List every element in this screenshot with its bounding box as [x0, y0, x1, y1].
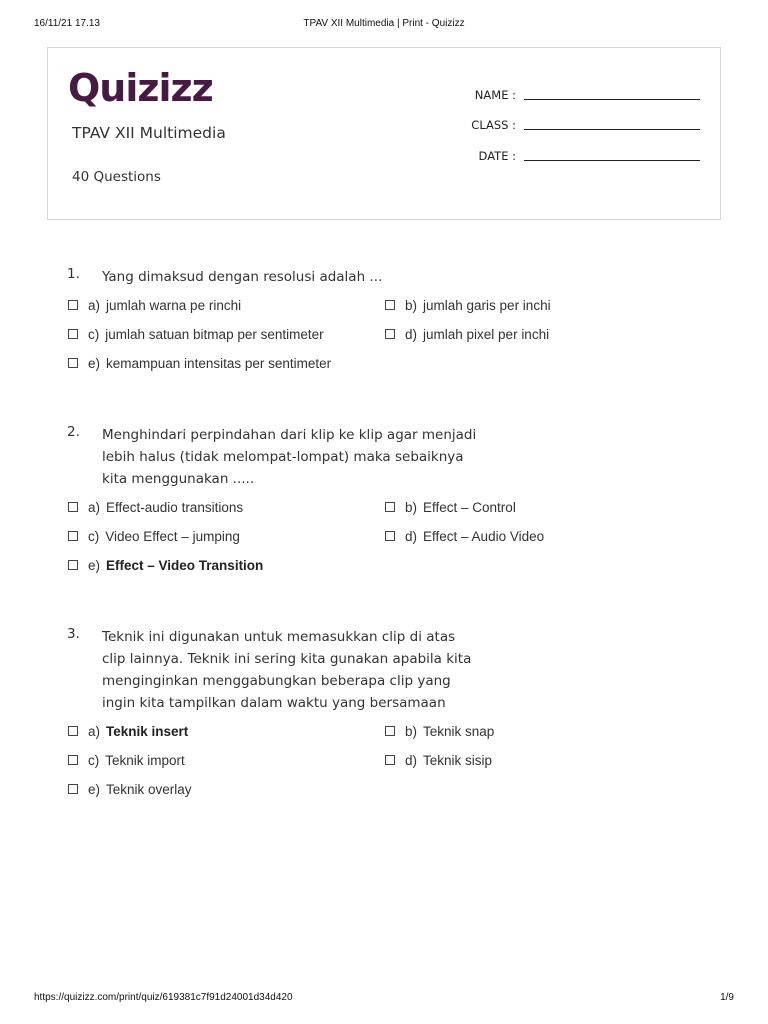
print-page-number: 1/9 — [720, 992, 734, 1003]
checkbox[interactable] — [385, 300, 395, 310]
question-1 — [67, 266, 727, 288]
question-text: Menghindari perpindahan dari klip ke klip agar menjadi lebih halus (tidak melompat-lompat) maka sebaiknya kita menggunakan ..... — [102, 427, 477, 487]
question-stem — [67, 266, 727, 288]
option-1d[interactable]: d) jumlah pixel per inchi — [385, 324, 549, 344]
checkbox[interactable] — [68, 502, 78, 512]
class-field — [456, 112, 700, 132]
checkbox[interactable] — [385, 755, 395, 765]
quiz-title: TPAV XII Multimedia — [72, 124, 226, 142]
question-number: 1. — [67, 266, 80, 282]
option-3e[interactable]: e) Teknik overlay — [68, 779, 192, 799]
option-1c[interactable]: c) jumlah satuan bitmap per sentimeter — [68, 324, 324, 344]
checkbox[interactable] — [68, 531, 78, 541]
name-field — [456, 82, 700, 102]
checkbox[interactable] — [68, 300, 78, 310]
checkbox[interactable] — [385, 329, 395, 339]
option-3c[interactable]: c) Teknik import — [68, 750, 185, 770]
class-line — [524, 128, 700, 130]
option-2d[interactable]: d) Effect – Audio Video — [385, 526, 544, 546]
quizizz-logo: Quizizz — [68, 66, 213, 110]
print-url: https://quizizz.com/print/quiz/619381c7f91d24001d34d420 — [34, 992, 293, 1003]
checkbox[interactable] — [68, 726, 78, 736]
question-2 — [67, 424, 727, 490]
option-1a[interactable]: a) jumlah warna pe rinchi — [68, 295, 241, 315]
print-page-title: TPAV XII Multimedia | Print - Quizizz — [303, 18, 465, 29]
question-text: Teknik ini digunakan untuk memasukkan clip di atas clip lainnya. Teknik ini sering kita gunakan apabila kita menginginkan menggabungkan beberapa clip yang ingin kita tampilkan dalam waktu yang bersamaan — [102, 629, 472, 711]
name-line — [524, 98, 700, 100]
class-label: CLASS : — [471, 118, 516, 132]
option-2c[interactable]: c) Video Effect – jumping — [68, 526, 240, 546]
checkbox[interactable] — [68, 784, 78, 794]
date-label: DATE : — [478, 149, 516, 163]
option-2a[interactable]: a) Effect-audio transitions — [68, 497, 243, 517]
checkbox[interactable] — [68, 358, 78, 368]
name-label: NAME : — [474, 88, 516, 102]
option-3b[interactable]: b) Teknik snap — [385, 721, 494, 741]
checkbox[interactable] — [385, 726, 395, 736]
option-1e[interactable]: e) kemampuan intensitas per sentimeter — [68, 353, 331, 373]
question-3 — [67, 626, 727, 714]
question-stem — [67, 626, 727, 714]
date-field — [456, 143, 700, 163]
checkbox[interactable] — [68, 560, 78, 570]
question-stem — [67, 424, 727, 490]
checkbox[interactable] — [385, 531, 395, 541]
print-datetime: 16/11/21 17.13 — [34, 18, 100, 29]
checkbox[interactable] — [68, 329, 78, 339]
option-1b[interactable]: b) jumlah garis per inchi — [385, 295, 551, 315]
checkbox[interactable] — [68, 755, 78, 765]
option-2b[interactable]: b) Effect – Control — [385, 497, 516, 517]
question-count: 40 Questions — [72, 169, 161, 185]
question-number: 3. — [67, 626, 80, 642]
quiz-header-card — [47, 47, 721, 220]
checkbox[interactable] — [385, 502, 395, 512]
option-3a[interactable]: a) Teknik insert — [68, 721, 188, 741]
question-text: Yang dimaksud dengan resolusi adalah ... — [102, 269, 383, 285]
option-3d[interactable]: d) Teknik sisip — [385, 750, 492, 770]
date-line — [524, 159, 700, 161]
option-2e[interactable]: e) Effect – Video Transition — [68, 555, 263, 575]
question-number: 2. — [67, 424, 80, 440]
